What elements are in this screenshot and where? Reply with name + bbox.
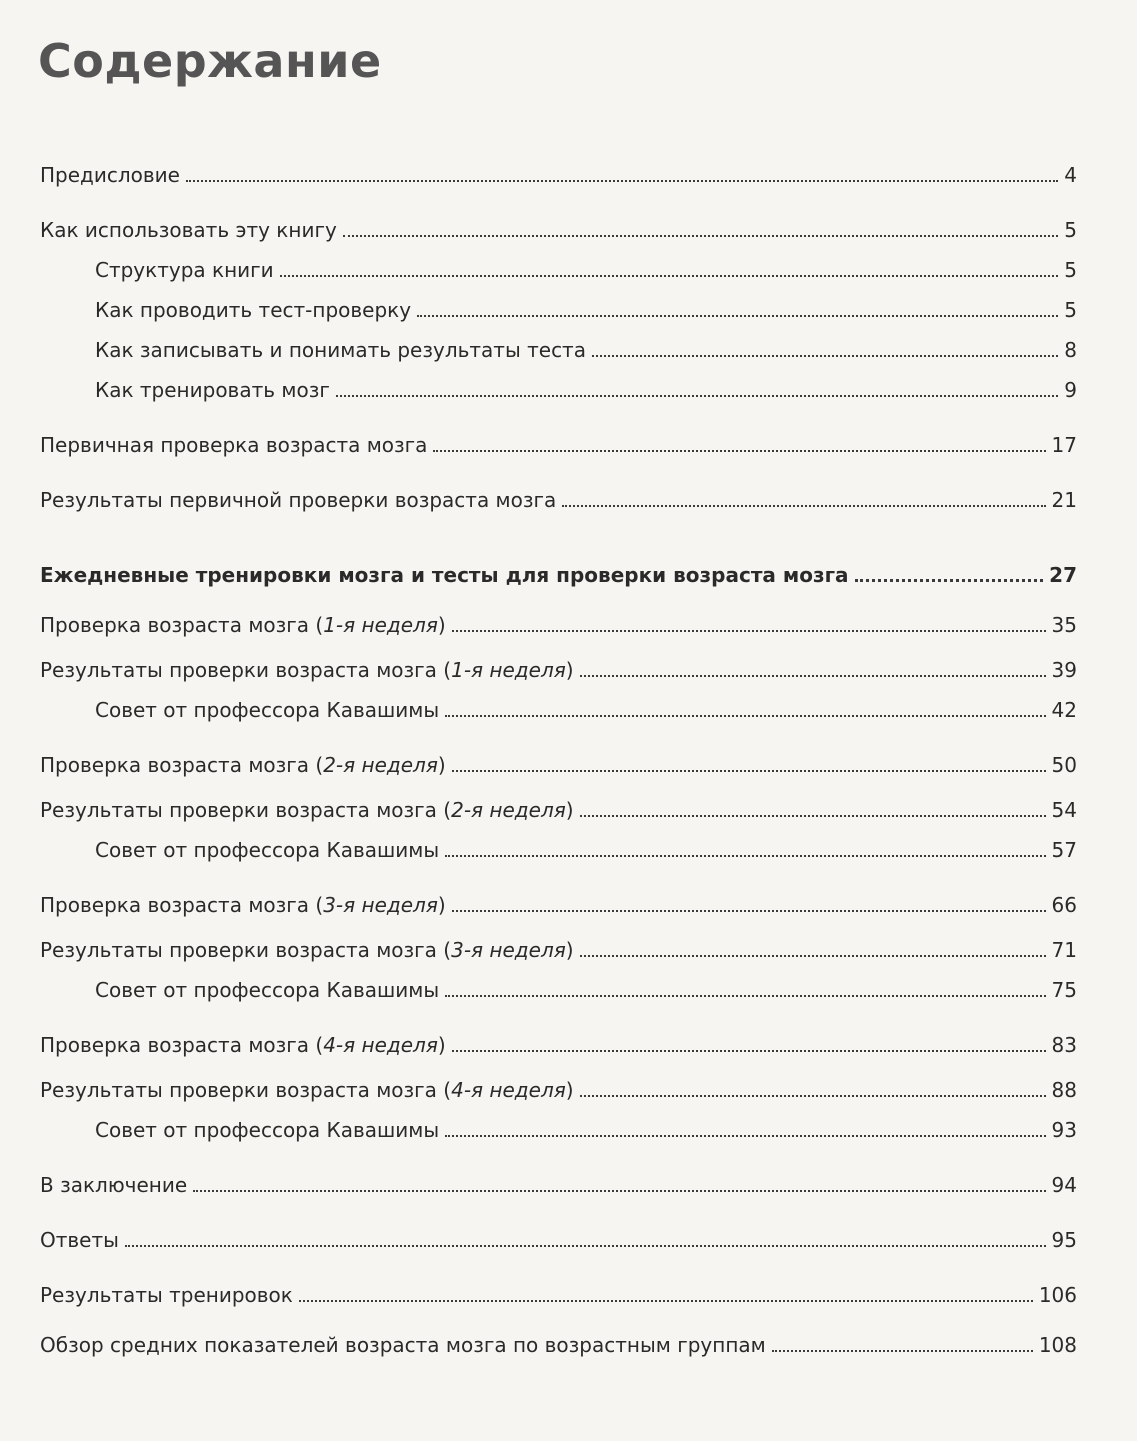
toc-entry-label — [40, 657, 574, 683]
dot-leader — [433, 450, 1045, 452]
toc-entry-page-number: 108 — [1038, 1333, 1077, 1357]
dot-leader — [343, 235, 1058, 237]
toc-entry[interactable] — [0, 738, 1137, 778]
toc-entry[interactable] — [0, 683, 1137, 723]
dot-leader — [592, 355, 1058, 357]
toc-entry-suffix: ) — [565, 1078, 574, 1102]
toc-entry-page-number: 17 — [1051, 433, 1077, 457]
toc-entry-label — [40, 937, 574, 963]
dot-leader — [580, 955, 1046, 957]
dot-leader — [193, 1190, 1045, 1192]
toc-entry-label-text: Проверка возраста мозга ( — [40, 893, 324, 917]
toc-entry-suffix: ) — [437, 1033, 446, 1057]
toc-entry[interactable] — [0, 1318, 1137, 1358]
toc-entry-label: Структура книги — [95, 258, 274, 282]
dot-leader — [445, 1135, 1045, 1137]
toc-entry-label: Как проводить тест-проверку — [95, 298, 412, 322]
toc-entry-label: Совет от профессора Кавашимы — [95, 978, 440, 1002]
toc-entry-suffix: ) — [437, 893, 446, 917]
toc-entry-suffix: ) — [565, 658, 574, 682]
toc-entry[interactable] — [0, 1018, 1137, 1058]
toc-entry-suffix: ) — [437, 753, 446, 777]
toc-entry[interactable] — [0, 323, 1137, 363]
toc-entry-week: 4-я неделя — [323, 1033, 438, 1057]
toc-entry-page-number: 42 — [1051, 698, 1077, 722]
toc-entry-label: Результаты первичной проверки возраста мозга — [40, 488, 557, 512]
toc-entry-label: Совет от профессора Кавашимы — [95, 838, 440, 862]
toc-entry-page-number: 75 — [1051, 978, 1077, 1002]
toc-entry-label: Совет от профессора Кавашимы — [95, 1118, 440, 1142]
dot-leader — [445, 995, 1045, 997]
toc-entry[interactable] — [0, 1268, 1137, 1308]
toc-entry[interactable] — [0, 923, 1137, 963]
toc-entry-label: Как использовать эту книгу — [40, 218, 337, 242]
toc-entry[interactable] — [0, 1103, 1137, 1143]
toc-entry-page-number: 50 — [1051, 753, 1077, 777]
toc-entry-page-number: 35 — [1051, 613, 1077, 637]
toc-entry-label-text: Результаты проверки возраста мозга ( — [40, 798, 452, 822]
toc-entry[interactable] — [0, 598, 1137, 638]
toc-entry-label-text: Проверка возраста мозга ( — [40, 753, 324, 777]
dot-leader — [445, 715, 1045, 717]
toc-entry-label: Предисловие — [40, 163, 180, 187]
dot-leader — [580, 1095, 1046, 1097]
dot-leader — [452, 630, 1046, 632]
dot-leader — [280, 275, 1059, 277]
toc-entry-page-number: 88 — [1051, 1078, 1077, 1102]
dot-leader — [186, 180, 1058, 182]
toc-entry[interactable] — [0, 203, 1137, 243]
toc-entry-page-number: 27 — [1049, 563, 1077, 587]
dot-leader — [452, 910, 1046, 912]
dot-leader — [562, 505, 1045, 507]
toc-entry[interactable] — [0, 418, 1137, 458]
toc-entry-suffix: ) — [565, 798, 574, 822]
toc-entry[interactable] — [0, 878, 1137, 918]
toc-entry-label — [40, 892, 446, 918]
dot-leader — [855, 579, 1044, 582]
toc-entry-week: 4-я неделя — [451, 1078, 566, 1102]
toc-entry-label: Совет от профессора Кавашимы — [95, 698, 440, 722]
dot-leader — [580, 815, 1046, 817]
toc-entry-page-number: 8 — [1064, 338, 1077, 362]
toc-entry-page-number: 83 — [1051, 1033, 1077, 1057]
toc-entry-label: Обзор средних показателей возраста мозга по возрастным группам — [40, 1333, 766, 1357]
dot-leader — [336, 395, 1058, 397]
toc-entry-week: 2-я неделя — [323, 753, 438, 777]
toc-entry-week: 2-я неделя — [451, 798, 566, 822]
toc-entry[interactable] — [0, 283, 1137, 323]
dot-leader — [452, 770, 1046, 772]
toc-entry-week: 3-я неделя — [451, 938, 566, 962]
toc-entry[interactable] — [0, 1063, 1137, 1103]
toc-entry-page-number: 71 — [1051, 938, 1077, 962]
toc-entry-page-number: 5 — [1064, 218, 1077, 242]
toc-entry[interactable] — [0, 548, 1137, 588]
toc-entry-page-number: 95 — [1051, 1228, 1077, 1252]
dot-leader — [445, 855, 1045, 857]
page-title: Содержание — [38, 34, 382, 88]
toc-entry-label: Ежедневные тренировки мозга и тесты для проверки возраста мозга — [40, 563, 849, 587]
toc-entry-week: 3-я неделя — [323, 893, 438, 917]
toc-entry-page-number: 93 — [1051, 1118, 1077, 1142]
toc-entry[interactable] — [0, 243, 1137, 283]
toc-entry-label — [40, 752, 446, 778]
toc-entry-page-number: 106 — [1038, 1283, 1077, 1307]
toc-entry-page-number: 94 — [1051, 1173, 1077, 1197]
toc-entry-label-text: Проверка возраста мозга ( — [40, 613, 324, 637]
toc-entry-label: Первичная проверка возраста мозга — [40, 433, 428, 457]
toc-entry-page-number: 5 — [1064, 258, 1077, 282]
toc-entry-page-number: 21 — [1051, 488, 1077, 512]
toc-entry-page-number: 5 — [1064, 298, 1077, 322]
toc-entry-suffix: ) — [565, 938, 574, 962]
toc-entry-page-number: 57 — [1051, 838, 1077, 862]
toc-entry-page-number: 54 — [1051, 798, 1077, 822]
toc-entry-label — [40, 612, 446, 638]
toc-entry[interactable] — [0, 643, 1137, 683]
dot-leader — [452, 1050, 1046, 1052]
toc-entry-suffix: ) — [437, 613, 446, 637]
toc-entry[interactable] — [0, 783, 1137, 823]
toc-entry[interactable] — [0, 1213, 1137, 1253]
dot-leader — [417, 315, 1058, 317]
toc-entry-label — [40, 1032, 446, 1058]
toc-entry[interactable] — [0, 363, 1137, 403]
toc-entry-label: Как записывать и понимать результаты теста — [95, 338, 586, 362]
dot-leader — [580, 675, 1046, 677]
toc-entry-label: Результаты тренировок — [40, 1283, 293, 1307]
dot-leader — [125, 1245, 1046, 1247]
toc-entry-week: 1-я неделя — [323, 613, 438, 637]
toc-entry-label: Ответы — [40, 1228, 119, 1252]
toc-entry-page-number: 9 — [1064, 378, 1077, 402]
toc-entry-page-number: 4 — [1064, 163, 1077, 187]
toc-entry-label — [40, 1077, 574, 1103]
toc-entry-week: 1-я неделя — [451, 658, 566, 682]
toc-entry-label: В заключение — [40, 1173, 188, 1197]
toc-entry-label-text: Результаты проверки возраста мозга ( — [40, 1078, 452, 1102]
toc-entry[interactable] — [0, 823, 1137, 863]
toc-entry-label-text: Результаты проверки возраста мозга ( — [40, 938, 452, 962]
toc-entry[interactable] — [0, 148, 1137, 188]
toc-entry[interactable] — [0, 1158, 1137, 1198]
toc-entry-page-number: 39 — [1051, 658, 1077, 682]
toc-entry-label — [40, 797, 574, 823]
toc-entry-label-text: Проверка возраста мозга ( — [40, 1033, 324, 1057]
dot-leader — [772, 1350, 1033, 1352]
toc-entry[interactable] — [0, 963, 1137, 1003]
toc-entry-label-text: Результаты проверки возраста мозга ( — [40, 658, 452, 682]
toc-entry[interactable] — [0, 473, 1137, 513]
dot-leader — [299, 1300, 1033, 1302]
toc-entry-label: Как тренировать мозг — [95, 378, 330, 402]
toc-entry-page-number: 66 — [1051, 893, 1077, 917]
